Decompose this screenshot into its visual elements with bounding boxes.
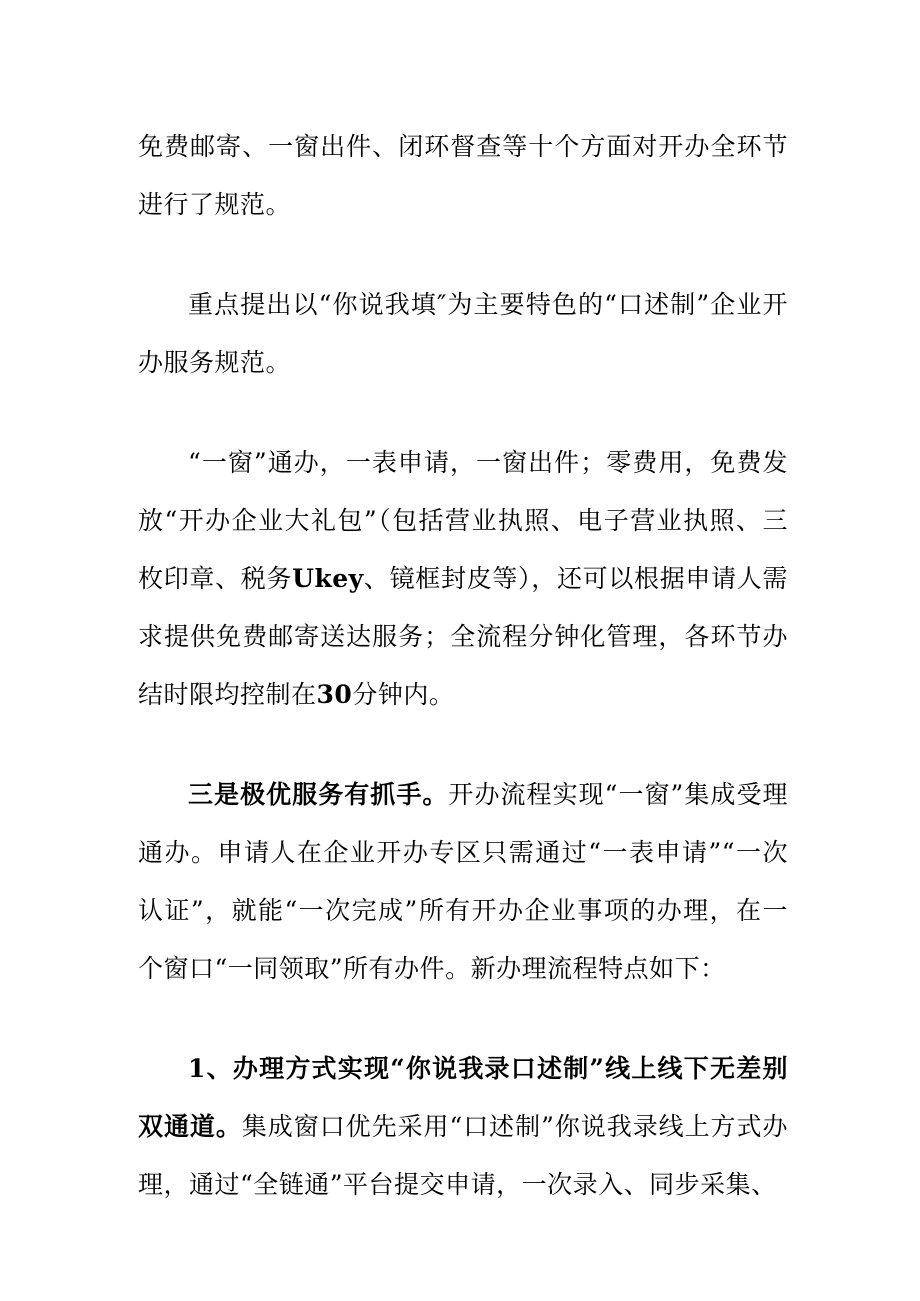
paragraph-5 xyxy=(138,1040,788,1214)
paragraph-3-run-2-bold: Ukey xyxy=(292,564,364,593)
paragraph-4-run-2: 开办流程实现“一窗”集成受理通办。申请人在企业开办专区只需通过“一表申请”“一次认证”，就能“一次完成”所有开办企业事项的办理，在一个窗口“一同领取”所有办件。新办理流程特点如下： xyxy=(138,780,788,983)
paragraph-1 xyxy=(138,118,788,234)
paragraph-2 xyxy=(138,276,788,392)
paragraph-2-run-1: 重点提出以“你说我填″为主要特色的“口述制”企业开办服务规范。 xyxy=(138,290,788,377)
paragraph-1-run-1: 免费邮寄、一窗出件、闭环督查等十个方面对开办全环节进行了规范。 xyxy=(138,132,788,219)
document-body xyxy=(138,118,788,1256)
paragraph-4-run-1-bold: 三是极优服务有抓手。 xyxy=(188,780,449,809)
paragraph-3 xyxy=(138,434,788,724)
paragraph-3-run-3: 、镜框封皮等），还可以根据申请人需求提供免费邮寄送达服务；全流程分钟化管理，各环节办结时限均控制在 xyxy=(138,564,788,709)
paragraph-5-run-1-bold: 1、办理方式实现“你说我录口述制”线上线下无差别双通道。 xyxy=(138,1054,788,1141)
paragraph-3-run-1: “一窗”通办，一表申请，一窗出件；零费用，免费发放“开办企业大礼包”（包括营业执照、电子营业执照、三枚印章、税务 xyxy=(138,448,788,593)
paragraph-3-run-5: 分钟内。 xyxy=(352,680,455,709)
paragraph-4 xyxy=(138,766,788,998)
paragraph-3-run-4-bold: 30 xyxy=(316,680,353,709)
paragraph-5-run-2: 集成窗口优先采用“口述制”你说我录线上方式办理，通过“全链通”平台提交申请，一次录入、同步采集、 xyxy=(138,1112,788,1199)
